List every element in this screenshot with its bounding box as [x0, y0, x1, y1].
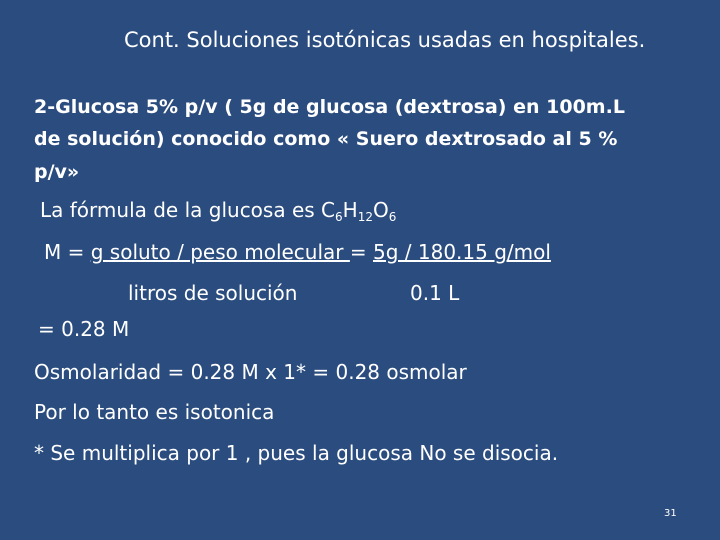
conclusion-line: Por lo tanto es isotonica: [34, 400, 275, 424]
formula-sub-c: 6: [335, 210, 343, 224]
formula-prefix: La fórmula de la glucosa es C: [40, 198, 335, 222]
slide-title: Cont. Soluciones isotónicas usadas en hospitales.: [124, 28, 646, 52]
molarity-value: 5g / 180.15 g/mol: [373, 240, 551, 264]
formula-line: [40, 198, 396, 222]
footnote-line: * Se multiplica por 1 , pues la glucosa No se disocia.: [34, 441, 559, 465]
formula-o: O: [372, 198, 389, 222]
formula-h: H: [342, 198, 358, 222]
osmolarity-line: Osmolaridad = 0.28 M x 1* = 0.28 osmolar: [34, 360, 467, 384]
page-number: 31: [664, 508, 677, 519]
denominator-right: 0.1 L: [410, 281, 460, 305]
heading-line-1: 2-Glucosa 5% p/v ( 5g de glucosa (dextrosa) en 100m.L: [34, 96, 625, 118]
molarity-numerator: g soluto / peso molecular: [90, 240, 350, 264]
molarity-equals: =: [349, 240, 373, 264]
denominator-left: litros de solución: [128, 281, 298, 305]
heading-line-3: p/v»: [34, 161, 80, 183]
molarity-result: = 0.28 M: [38, 317, 130, 341]
formula-sub-h: 12: [357, 210, 373, 224]
formula-sub-o: 6: [388, 210, 397, 224]
molarity-m-eq: M =: [44, 240, 91, 264]
molarity-line: [44, 240, 551, 264]
heading-line-2: de solución) conocido como « Suero dextrosado al 5 %: [34, 128, 618, 150]
